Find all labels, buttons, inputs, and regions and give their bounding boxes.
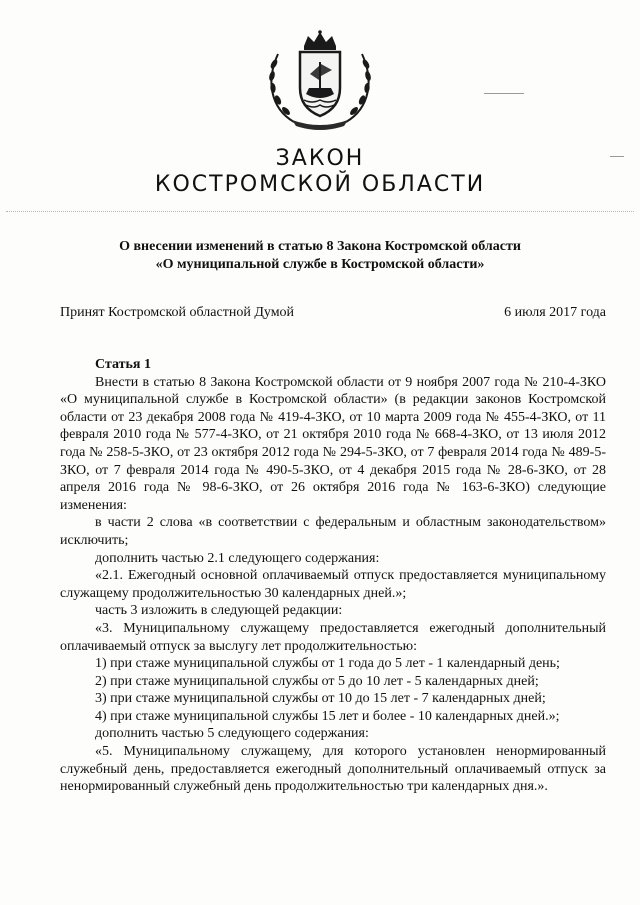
coat-of-arms-icon <box>264 30 376 132</box>
law-title-line2: КОСТРОМСКОЙ ОБЛАСТИ <box>154 172 486 197</box>
list-item: 4) при стаже муниципальной службы 15 лет и более - 10 календарных дней.»; <box>95 708 560 724</box>
law-subject <box>0 238 640 274</box>
divider <box>6 211 634 212</box>
law-title-line1: ЗАКОН <box>275 146 365 171</box>
article-heading: Статья 1 <box>95 357 151 372</box>
scan-mark <box>484 93 524 94</box>
change-3-intro: часть 3 изложить в следующей редакции: <box>95 603 343 619</box>
subject-line2: «О муниципальной службе в Костромской области» <box>155 257 485 272</box>
article-body <box>60 356 606 796</box>
list-item: 2) при стаже муниципальной службы от 5 до 10 лет - 5 календарных дней; <box>95 673 539 689</box>
change-2-intro: дополнить частью 2.1 следующего содержания: <box>95 550 380 566</box>
part-3: «3. Муниципальному служащему предоставляется ежегодный дополнительный оплачиваемый отпуск за выслугу лет продолжительностью: <box>60 620 606 654</box>
adoption-date: 6 июля 2017 года <box>504 305 606 320</box>
change-4-intro: дополнить частью 5 следующего содержания: <box>95 726 369 742</box>
change-1: в части 2 слова «в соответствии с федеральным и областным законодательством» исключить; <box>60 515 606 548</box>
adopted-by: Принят Костромской областной Думой <box>60 305 295 320</box>
article-intro: Внести в статью 8 Закона Костромской области от 9 ноября 2007 года № 210-4-ЗКО «О муниципальной службе в Костромской области» (в редакции законов Костромской области от 23 декабря 2008 года № 419-4-ЗКО, от 10 марта 2009 года № 455-4-ЗКО, от 11 февраля 2010 года № 577-4-ЗКО, от 21 октября 2010 года № 668-4-ЗКО, от 13 июля 2012 года № 258-5-ЗКО, от 23 октября 2012 года № 294-5-ЗКО, от 7 февраля 2014 года № 489-5-ЗКО, от 7 февраля 2014 года № 490-5-ЗКО, от 4 декабря 2015 года № 28-6-ЗКО, от 28 апреля 2016 года № 98-6-ЗКО, от 26 октября 2016 года № 163-6-ЗКО) следующие изменения: <box>60 374 606 513</box>
part-5: «5. Муниципальному служащему, для которого установлен ненормированный служебный день, предоставляется ежегодный дополнительный оплачиваемый отпуск за ненормированный служебный день продолжительностью три календарных дня.». <box>60 744 606 795</box>
part-2-1: «2.1. Ежегодный основной оплачиваемый отпуск предоставляется муниципальному служащему продолжительностью 30 календарных дней.»; <box>60 568 606 601</box>
list-item: 1) при стаже муниципальной службы от 1 года до 5 лет - 1 календарный день; <box>95 656 560 672</box>
subject-line1: О внесении изменений в статью 8 Закона Костромской области <box>119 239 521 254</box>
list-item: 3) при стаже муниципальной службы от 10 до 15 лет - 7 календарных дней; <box>95 691 546 707</box>
